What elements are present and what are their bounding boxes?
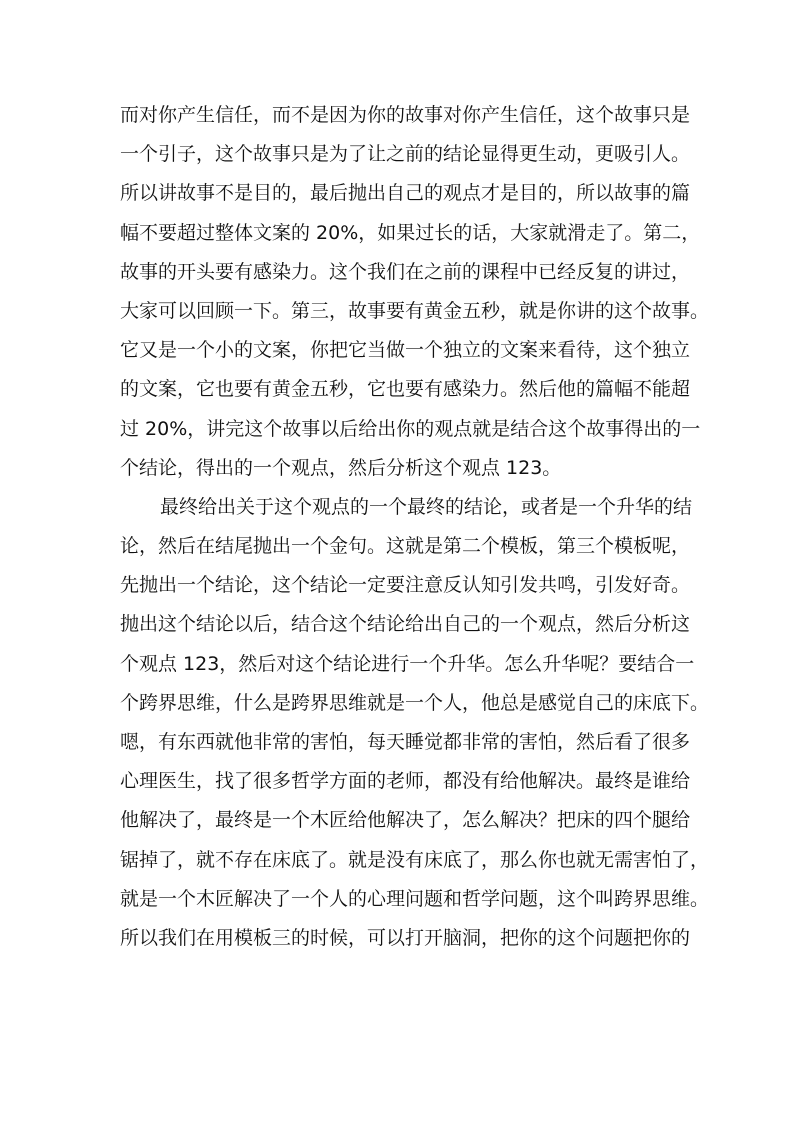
text-line: 个结论，得出的一个观点，然后分析这个观点 123。 bbox=[120, 456, 562, 479]
text-line: 而对你产生信任，而不是因为你的故事对你产生信任，这个故事只是 bbox=[120, 104, 691, 126]
paragraph-1 bbox=[120, 96, 710, 488]
text-line: 过 20%，讲完这个故事以后给出你的观点就是结合这个故事得出的一 bbox=[120, 417, 701, 440]
paragraph-2 bbox=[120, 488, 710, 958]
text-line: 所以我们在用模板三的时候，可以打开脑洞，把你的这个问题把你的 bbox=[120, 926, 691, 949]
text-line: 所以讲故事不是目的，最后抛出自己的观点才是目的，所以故事的篇 bbox=[120, 182, 691, 205]
text-line: 个跨界思维，什么是跨界思维就是一个人，他总是感觉自己的床底下。 bbox=[120, 691, 710, 714]
text-line: 的文案，它也要有黄金五秒，它也要有感染力。然后他的篇幅不能超 bbox=[120, 378, 691, 401]
text-line: 个观点 123，然后对这个结论进行一个升华。怎么升华呢？要结合一 bbox=[120, 652, 695, 675]
text-line: 一个引子，这个故事只是为了让之前的结论显得更生动，更吸引人。 bbox=[120, 143, 691, 166]
text-line: 它又是一个小的文案，你把它当做一个独立的文案来看待，这个独立 bbox=[120, 339, 691, 362]
text-line: 幅不要超过整体文案的 20%，如果过长的话，大家就滑走了。第二， bbox=[120, 221, 701, 244]
text-line: 先抛出一个结论，这个结论一定要注意反认知引发共鸣，引发好奇。 bbox=[120, 574, 691, 597]
text-line: 他解决了，最终是一个木匠给他解决了，怎么解决？把床的四个腿给 bbox=[120, 809, 691, 832]
text-line: 论，然后在结尾抛出一个金句。这就是第二个模板，第三个模板呢， bbox=[120, 535, 691, 558]
document-body bbox=[120, 96, 710, 958]
text-line: 最终给出关于这个观点的一个最终的结论，或者是一个升华的结 bbox=[160, 495, 693, 518]
text-line: 故事的开头要有感染力。这个我们在之前的课程中已经反复的讲过， bbox=[120, 260, 691, 283]
text-line: 就是一个木匠解决了一个人的心理问题和哲学问题，这个叫跨界思维。 bbox=[120, 887, 710, 910]
text-line: 锯掉了，就不存在床底了。就是没有床底了，那么你也就无需害怕了， bbox=[120, 848, 710, 871]
text-line: 抛出这个结论以后，结合这个结论给出自己的一个观点，然后分析这 bbox=[120, 613, 691, 636]
text-line: 心理医生，找了很多哲学方面的老师，都没有给他解决。最终是谁给 bbox=[120, 770, 691, 793]
text-line: 嗯，有东西就他非常的害怕，每天睡觉都非常的害怕，然后看了很多 bbox=[120, 731, 691, 753]
text-line: 大家可以回顾一下。第三，故事要有黄金五秒，就是你讲的这个故事。 bbox=[120, 299, 710, 322]
